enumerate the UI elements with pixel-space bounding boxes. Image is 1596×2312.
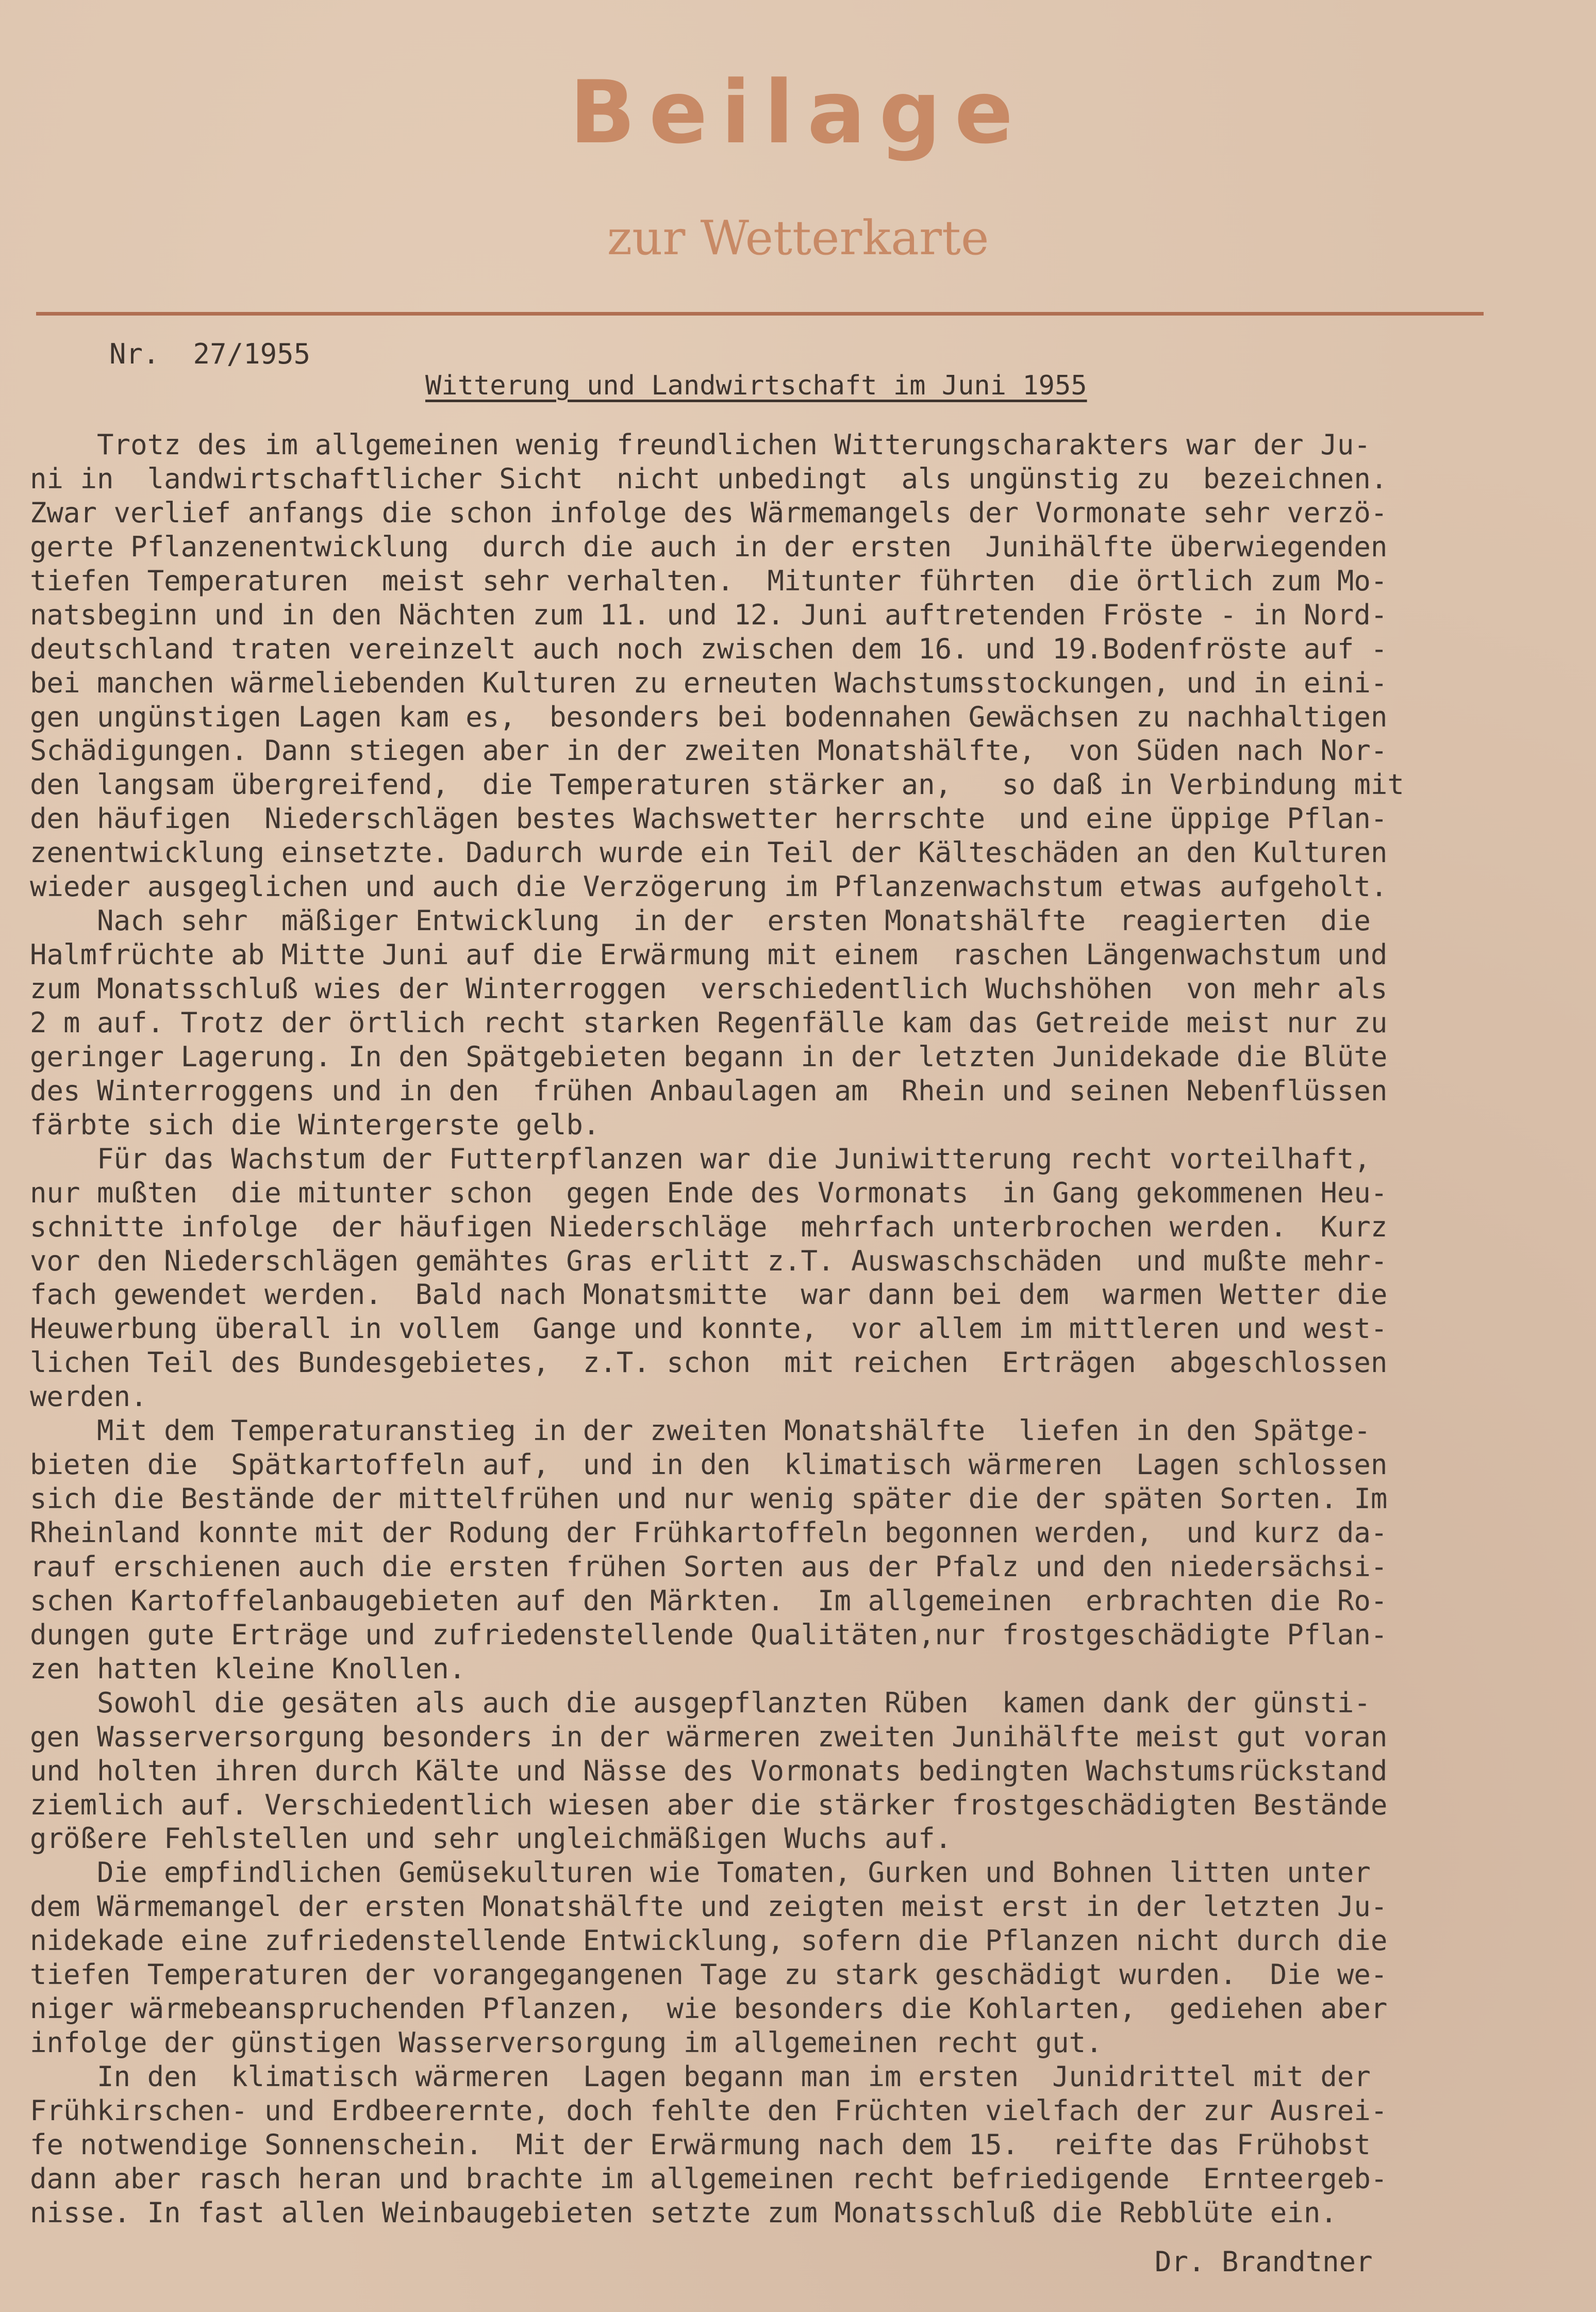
- article-body: [30, 428, 1515, 2230]
- text-line: gen ungünstigen Lagen kam es, besonders bei bodennahen Gewächsen zu nachhaltigen: [30, 700, 1388, 733]
- text-line: natsbeginn und in den Nächten zum 11. und 12. Juni auftretenden Fröste - in Nord-: [30, 598, 1388, 631]
- text-line: rauf erschienen auch die ersten frühen Sorten aus der Pfalz und den niedersächsi-: [30, 1550, 1388, 1583]
- text-line: gerte Pflanzenentwicklung durch die auch in der ersten Junihälfte überwiegenden: [30, 530, 1388, 563]
- text-line: den häufigen Niederschlägen bestes Wachswetter herrschte und eine üppige Pflan-: [30, 802, 1388, 835]
- masthead-title: Beilage: [569, 62, 1027, 163]
- text-line: Mit dem Temperaturanstieg in der zweiten Monatshälfte liefen in den Spätge-: [30, 1414, 1371, 1447]
- text-line: fe notwendige Sonnenschein. Mit der Erwärmung nach dem 15. reifte das Frühobst: [30, 2128, 1371, 2161]
- text-line: Schädigungen. Dann stiegen aber in der zweiten Monatshälfte, von Süden nach Nor-: [30, 734, 1388, 767]
- text-line: Sowohl die gesäten als auch die ausgepflanzten Rüben kamen dank der günsti-: [30, 1686, 1371, 1719]
- text-line: schen Kartoffelanbaugebieten auf den Märkten. Im allgemeinen erbrachten die Ro-: [30, 1584, 1388, 1617]
- text-line: und holten ihren durch Kälte und Nässe des Vormonats bedingten Wachstumsrückstand: [30, 1754, 1388, 1787]
- text-line: Rheinland konnte mit der Rodung der Frühkartoffeln begonnen werden, und kurz da-: [30, 1516, 1388, 1549]
- text-line: nisse. In fast allen Weinbaugebieten setzte zum Monatsschluß die Rebblüte ein.: [30, 2196, 1337, 2229]
- text-line: tiefen Temperaturen meist sehr verhalten. Mitunter führten die örtlich zum Mo-: [30, 564, 1388, 597]
- text-line: färbte sich die Wintergerste gelb.: [30, 1108, 600, 1141]
- text-line: infolge der günstigen Wasserversorgung im allgemeinen recht gut.: [30, 2026, 1103, 2059]
- text-line: werden.: [30, 1380, 147, 1413]
- text-line: Trotz des im allgemeinen wenig freundlichen Witterungscharakters war der Ju-: [30, 428, 1371, 461]
- text-line: In den klimatisch wärmeren Lagen begann man im ersten Junidrittel mit der: [30, 2060, 1371, 2093]
- text-line: 2 m auf. Trotz der örtlich recht starken Regenfälle kam das Getreide meist nur zu: [30, 1006, 1388, 1039]
- text-line: dem Wärmemangel der ersten Monatshälfte und zeigten meist erst in der letzten Ju-: [30, 1890, 1388, 1923]
- text-line: Frühkirschen- und Erdbeerernte, doch fehlte den Früchten vielfach der zur Ausrei-: [30, 2094, 1388, 2127]
- header-divider: [36, 312, 1484, 316]
- text-line: lichen Teil des Bundesgebietes, z.T. schon mit reichen Erträgen abgeschlossen: [30, 1346, 1388, 1379]
- text-line: sich die Bestände der mittelfrühen und nur wenig später die der späten Sorten. Im: [30, 1482, 1388, 1515]
- text-line: größere Fehlstellen und sehr ungleichmäßigen Wuchs auf.: [30, 1822, 952, 1855]
- text-line: des Winterroggens und in den frühen Anbaulagen am Rhein und seinen Nebenflüssen: [30, 1074, 1388, 1107]
- text-line: geringer Lagerung. In den Spätgebieten begann in der letzten Junidekade die Blüte: [30, 1040, 1388, 1073]
- text-line: bieten die Spätkartoffeln auf, und in den klimatisch wärmeren Lagen schlossen: [30, 1448, 1388, 1481]
- text-line: dann aber rasch heran und brachte im allgemeinen recht befriedigende Ernteergeb-: [30, 2162, 1388, 2195]
- text-line: Zwar verlief anfangs die schon infolge des Wärmemangels der Vormonate sehr verzö-: [30, 496, 1388, 529]
- text-line: zum Monatsschluß wies der Winterroggen verschiedentlich Wuchshöhen von mehr als: [30, 972, 1388, 1005]
- text-line: gen Wasserversorgung besonders in der wärmeren zweiten Junihälfte meist gut voran: [30, 1720, 1388, 1753]
- text-line: Die empfindlichen Gemüsekulturen wie Tomaten, Gurken und Bohnen litten unter: [30, 1856, 1371, 1889]
- text-line: Heuwerbung überall in vollem Gange und konnte, vor allem im mittleren und west-: [30, 1312, 1388, 1345]
- text-line: dungen gute Erträge und zufriedenstellende Qualitäten,nur frostgeschädigte Pflan-: [30, 1618, 1388, 1651]
- masthead-subtitle: zur Wetterkarte: [607, 210, 989, 266]
- text-line: Für das Wachstum der Futterpflanzen war die Juniwitterung recht vorteilhaft,: [30, 1142, 1371, 1175]
- text-line: ziemlich auf. Verschiedentlich wiesen aber die stärker frostgeschädigten Bestände: [30, 1788, 1388, 1821]
- text-line: ni in landwirtschaftlicher Sicht nicht unbedingt als ungünstig zu bezeichnen.: [30, 462, 1388, 495]
- text-line: nidekade eine zufriedenstellende Entwicklung, sofern die Pflanzen nicht durch die: [30, 1924, 1388, 1957]
- text-line: wieder ausgeglichen und auch die Verzögerung im Pflanzenwachstum etwas aufgeholt.: [30, 870, 1388, 903]
- text-line: schnitte infolge der häufigen Niederschläge mehrfach unterbrochen werden. Kurz: [30, 1210, 1388, 1243]
- article-title: Witterung und Landwirtschaft im Juni 1955: [425, 370, 1087, 401]
- text-line: fach gewendet werden. Bald nach Monatsmitte war dann bei dem warmen Wetter die: [30, 1278, 1388, 1311]
- text-line: tiefen Temperaturen der vorangegangenen Tage zu stark geschädigt wurden. Die we-: [30, 1958, 1388, 1991]
- text-line: bei manchen wärmeliebenden Kulturen zu erneuten Wachstumsstockungen, und in eini-: [30, 666, 1388, 699]
- text-line: niger wärmebeanspruchenden Pflanzen, wie besonders die Kohlarten, gediehen aber: [30, 1992, 1388, 2025]
- text-line: Nach sehr mäßiger Entwicklung in der ersten Monatshälfte reagierten die: [30, 904, 1371, 937]
- text-line: vor den Niederschlägen gemähtes Gras erlitt z.T. Auswaschschäden und mußte mehr-: [30, 1244, 1388, 1277]
- text-line: zen hatten kleine Knollen.: [30, 1652, 466, 1685]
- author-signature: Dr. Brandtner: [1155, 2245, 1373, 2278]
- text-line: zenentwicklung einsetzte. Dadurch wurde ein Teil der Kälteschäden an den Kulturen: [30, 836, 1388, 869]
- issue-number: Nr. 27/1955: [109, 338, 311, 370]
- text-line: deutschland traten vereinzelt auch noch zwischen dem 16. und 19.Bodenfröste auf -: [30, 632, 1388, 665]
- text-line: den langsam übergreifend, die Temperaturen stärker an, so daß in Verbindung mit: [30, 768, 1404, 801]
- text-line: nur mußten die mitunter schon gegen Ende des Vormonats in Gang gekommenen Heu-: [30, 1176, 1388, 1209]
- text-line: Halmfrüchte ab Mitte Juni auf die Erwärmung mit einem raschen Längenwachstum und: [30, 938, 1388, 971]
